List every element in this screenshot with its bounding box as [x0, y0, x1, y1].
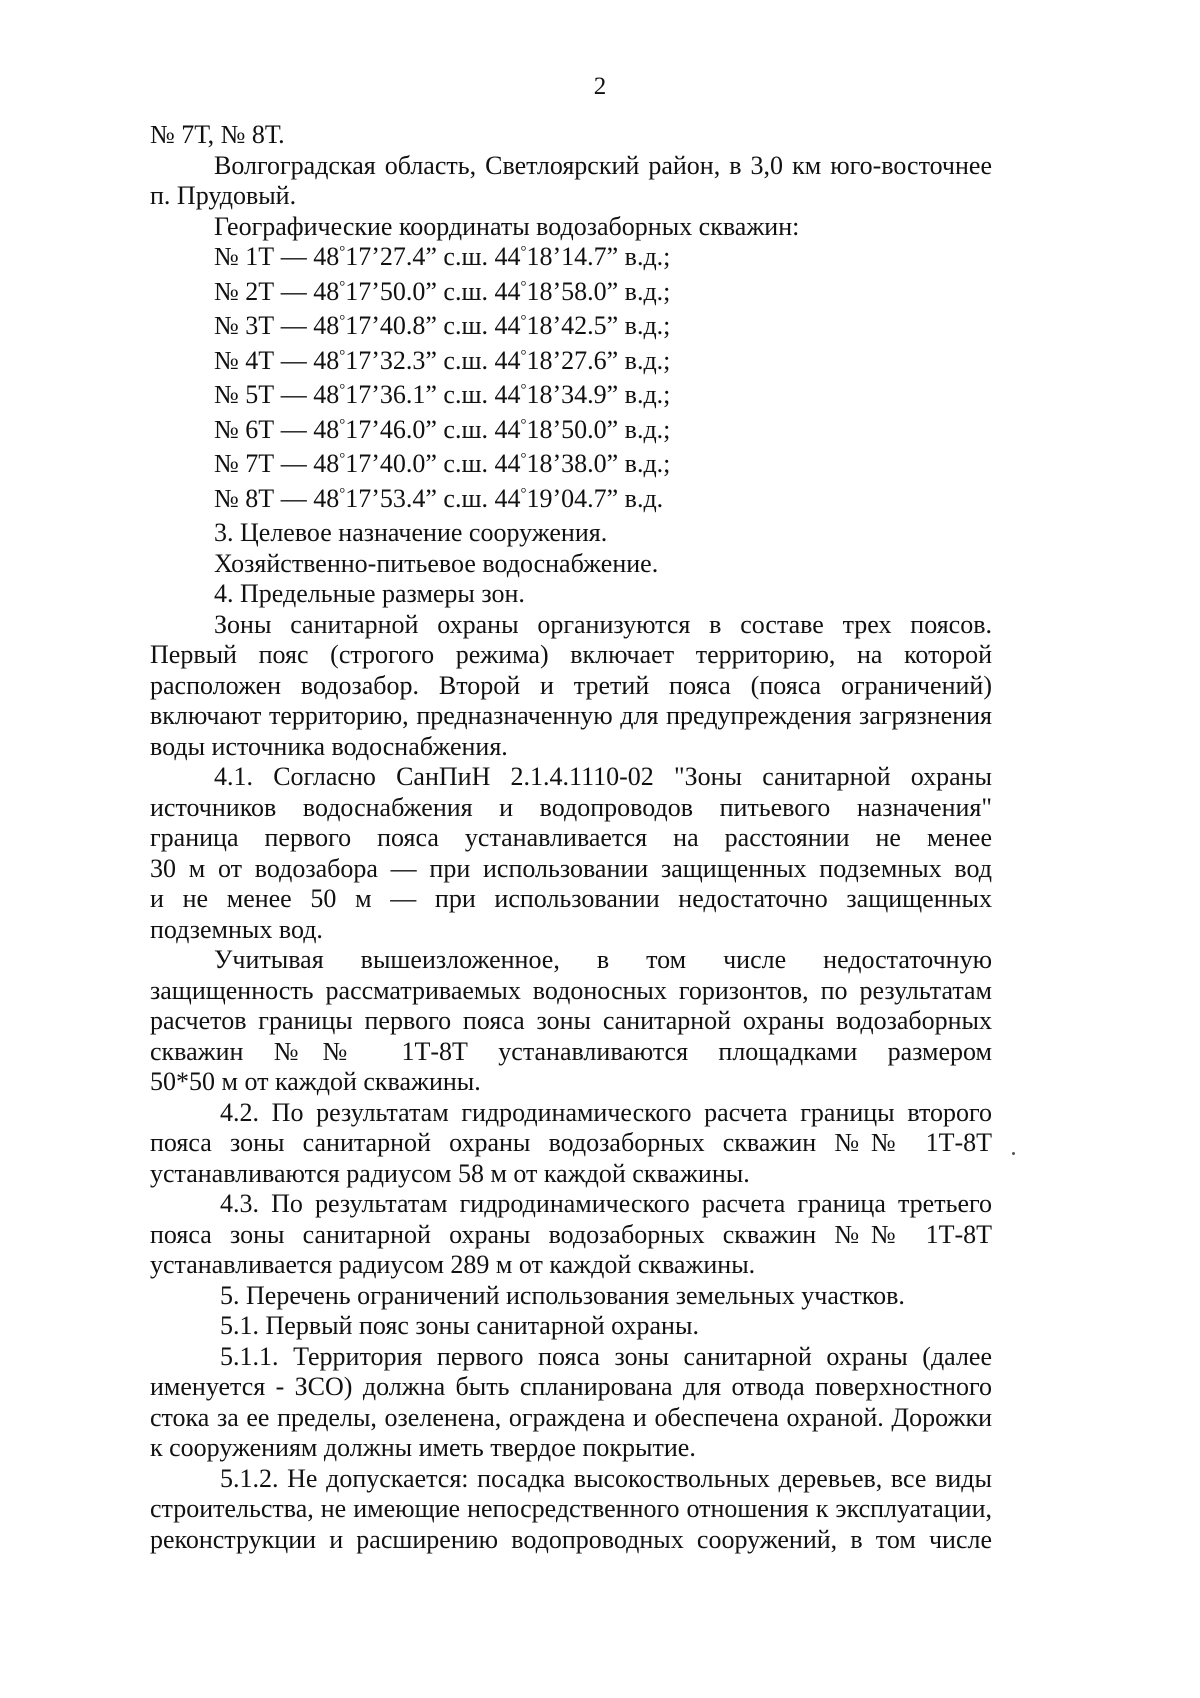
text-line: 5.1.1. Территория первого пояса зоны санитарной охраны (далее [220, 1341, 992, 1371]
text-line: 4.3. По результатам гидродинамического расчета граница третьего [220, 1189, 992, 1218]
text-line: расположен водозабор. Второй и третий пояса (пояса ограничений) [150, 670, 992, 700]
text-line: воды источника водоснабжения. [150, 731, 508, 761]
section-4-1-paragraph [150, 762, 992, 945]
section-4-heading: 4. Предельные размеры зон. [214, 579, 525, 608]
section-5-1-heading: 5.1. Первый пояс зоны санитарной охраны. [220, 1311, 699, 1340]
section-4-2-paragraph [150, 1098, 992, 1190]
text-line: 5.1.2. Не допускается: посадка высокоствольных деревьев, все виды [220, 1463, 992, 1493]
text-line: 30 м от водозабора — при использовании защищенных подземных вод [150, 853, 992, 883]
section-3-text: Хозяйственно-питьевое водоснабжение. [214, 548, 659, 578]
coordinate-row: № 1Т — 48°17’27.4” с.ш. 44°18’14.7” в.д.; [214, 242, 671, 271]
text-line: включают территорию, предназначенную для предупреждения загрязнения [150, 701, 992, 730]
coordinate-row: № 3Т — 48°17’40.8” с.ш. 44°18’42.5” в.д.; [214, 311, 671, 340]
coordinate-row: № 4Т — 48°17’32.3” с.ш. 44°18’27.6” в.д.; [214, 345, 671, 375]
coordinates-list [150, 242, 992, 518]
text-line: Зоны санитарной охраны организуются в составе трех поясов. [214, 609, 992, 639]
text-line: граница первого пояса устанавливается на расстоянии не менее [150, 823, 992, 852]
text-line: подземных вод. [150, 914, 323, 944]
text-line: именуется - ЗСО) должна быть спланирована для отвода поверхностного [150, 1372, 992, 1401]
text-line: 4.1. Согласно СанПиН 2.1.4.1110-02 "Зоны санитарной охраны [214, 762, 992, 791]
text-line: и не менее 50 м — при использовании недостаточно защищенных [150, 884, 992, 913]
text-line: устанавливаются радиусом 58 м от каждой скважины. [150, 1158, 750, 1188]
coordinate-row: № 7Т — 48°17’40.0” с.ш. 44°18’38.0” в.д.; [214, 449, 671, 478]
text-line: пояса зоны санитарной охраны водозаборных скважин №№ 1Т-8Т [150, 1219, 992, 1249]
document-body [150, 120, 992, 1555]
text-line: устанавливается радиусом 289 м от каждой скважины. [150, 1250, 756, 1279]
text-line: расчетов границы первого пояса зоны санитарной охраны водозаборных [150, 1006, 992, 1035]
text-line: источников водоснабжения и водопроводов питьевого назначения" [150, 792, 992, 822]
section-5-heading: 5. Перечень ограничений использования земельных участков. [220, 1280, 905, 1310]
paragraph-coordinates-heading: Географические координаты водозаборных скважин: [214, 211, 800, 241]
text-line: пояса зоны санитарной охраны водозаборных скважин №№ 1Т-8Т [150, 1128, 992, 1157]
coordinate-row: № 6Т — 48°17’46.0” с.ш. 44°18’50.0” в.д.; [214, 414, 671, 444]
section-3-heading: 3. Целевое назначение сооружения. [214, 518, 608, 547]
section-4-3-paragraph [150, 1189, 992, 1281]
scan-speck [1012, 1152, 1015, 1155]
text-line: стока за ее пределы, озеленена, ограждена и обеспечена охраной. Дорожки [150, 1402, 992, 1432]
text-line: реконструкции и расширению водопроводных сооружений, в том числе [150, 1524, 992, 1554]
text-line: строительства, не имеющие непосредственного отношения к эксплуатации, [150, 1494, 992, 1523]
text-line: 4.2. По результатам гидродинамического расчета границы второго [220, 1097, 992, 1127]
paragraph-location-cont: п. Прудовый. [150, 181, 297, 210]
coordinate-row: № 5Т — 48°17’36.1” с.ш. 44°18’34.9” в.д.; [214, 380, 671, 409]
text-line: защищенность рассматриваемых водоносных горизонтов, по результатам [150, 975, 992, 1005]
coordinate-row: № 8Т — 48°17’53.4” с.ш. 44°19’04.7” в.д. [214, 483, 664, 513]
text-line: Учитывая вышеизложенное, в том числе недостаточную [214, 945, 992, 974]
text-line: 50*50 м от каждой скважины. [150, 1067, 481, 1096]
paragraph-location: Волгоградская область, Светлоярский район, в 3,0 км юго-восточнее [214, 150, 992, 180]
paragraph-well-list-tail: № 7Т, № 8Т. [150, 120, 285, 149]
considering-paragraph [150, 945, 992, 1098]
text-line: скважин №№ 1Т-8Т устанавливаются площадками размером [150, 1036, 992, 1066]
text-line: к сооружениям должны иметь твердое покрытие. [150, 1433, 696, 1462]
section-5-1-2-paragraph [150, 1464, 992, 1556]
text-line: Первый пояс (строгого режима) включает территорию, на которой [150, 640, 992, 669]
section-4-paragraph [150, 610, 992, 763]
section-5-1-1-paragraph [150, 1342, 992, 1464]
page-number: 2 [593, 73, 607, 100]
coordinate-row: № 2Т — 48°17’50.0” с.ш. 44°18’58.0” в.д.; [214, 276, 671, 306]
